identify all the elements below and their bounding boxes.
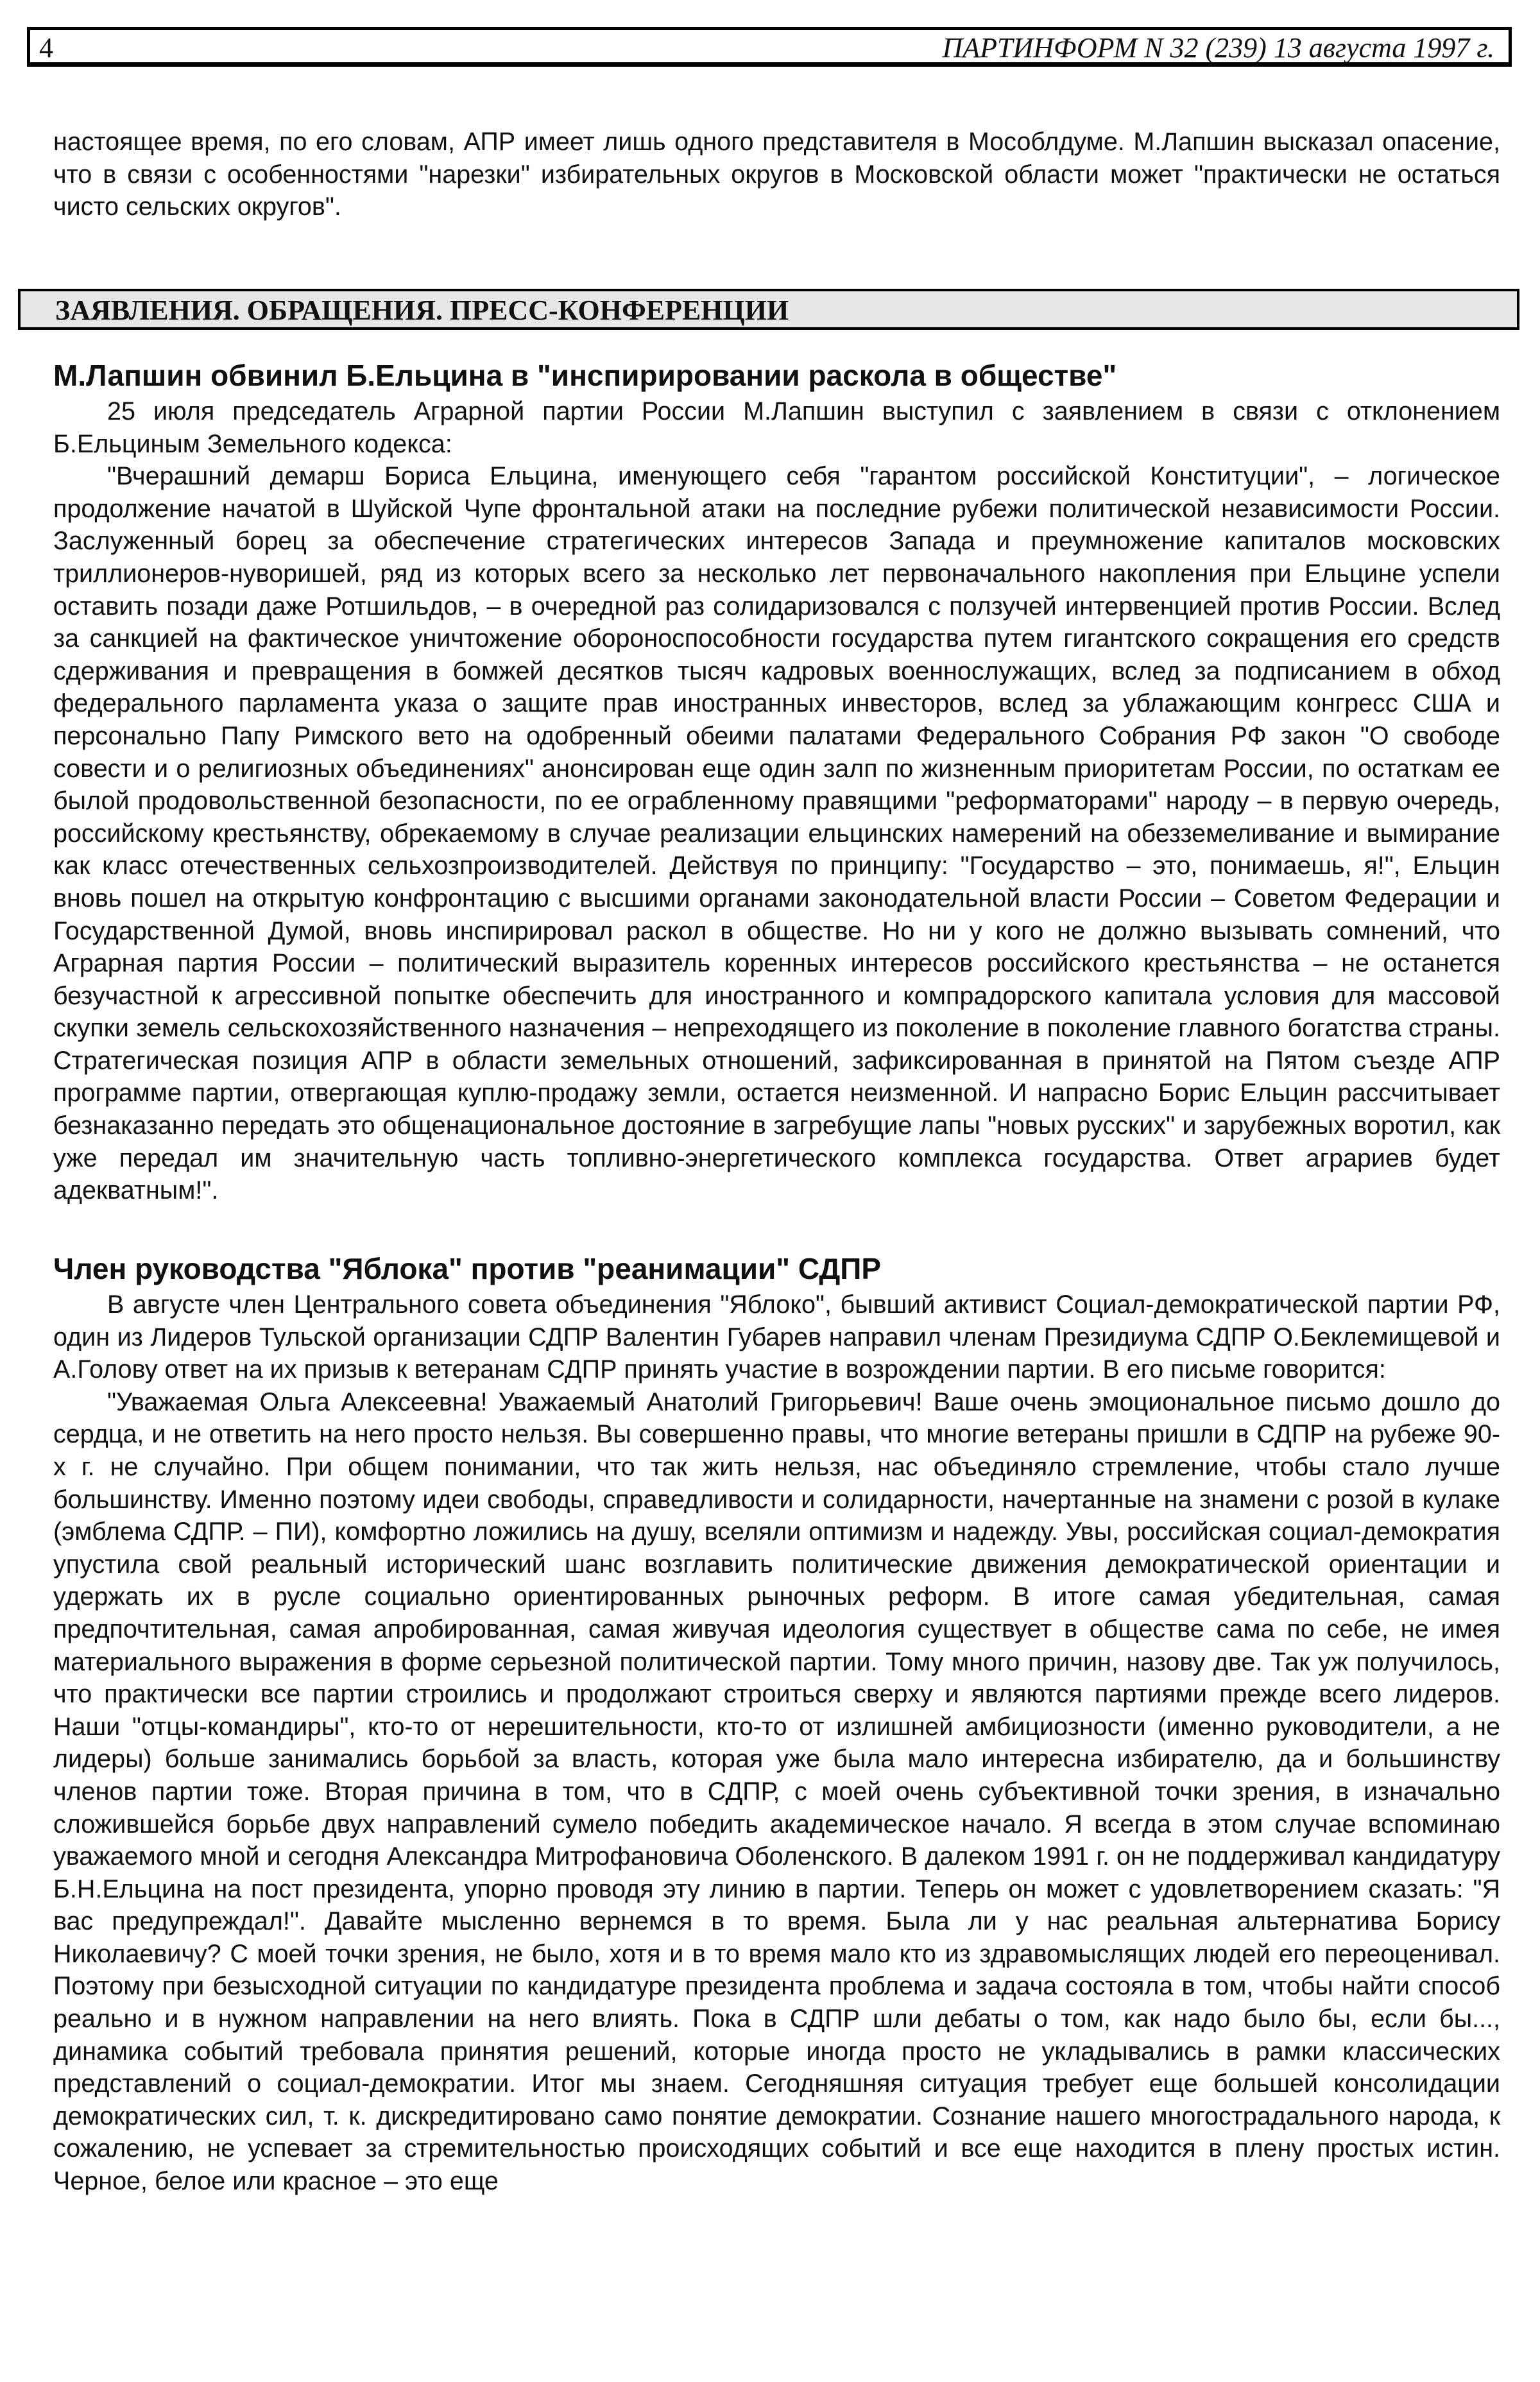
article-1-headline: М.Лапшин обвинил Б.Ельцина в "инспирировании раскола в обществе" [53, 359, 1117, 392]
article-1-body [53, 395, 1500, 1207]
article-1-paragraph-2: "Вчерашний демарш Бориса Ельцина, именующего себя "гарантом российской Конституции", – логическое продолжение начатой в Шуйской Чупе фронтальной атаки на последние рубежи политической независимости России. Заслуженный борец за обеспечение стратегических интересов Запада и преумножение капиталов московских триллионеров-нуворишей, ряд из которых всего за несколько лет первоначального накопления при Ельцине успели оставить позади даже Ротшильдов, – в очередной раз солидаризовался с ползучей интервенцией против России. Вслед за санкцией на фактическое уничтожение обороноспособности государства путем гигантского сокращения его средств сдерживания и превращения в бомжей десятков тысяч кадровых военнослужащих, вслед за подписанием в обход федерального парламента указа о защите прав иностранных инвесторов, вслед за ублажающим конгресс США и персонально Папу Римского вето на одобренный обеими палатами Федерального Собрания РФ закон "О свободе совести и о религиозных объединениях" анонсирован еще один залп по жизненным приоритетам России, по остаткам ее былой продовольственной безопасности, по ее ограбленному правящими "реформаторами" народу – в первую очередь, российскому крестьянству, обрекаемому в случае реализации ельцинских намерений на обезземеливание и вымирание как класс отечественных сельхозпроизводителей. Действуя по принципу: "Государство – это, понимаешь, я!", Ельцин вновь пошел на открытую конфронтацию с высшими органами законодательной власти России – Советом Федерации и Государственной Думой, вновь инспирировал раскол в обществе. Но ни у кого не должно вызывать сомнений, что Аграрная партия России – политический выразитель коренных интересов российского крестьянства – не останется безучастной к агрессивной попытке обеспечить для иностранного и компрадорского капитала условия для массовой скупки земель сельскохозяйственного назначения – непреходящего из поколение в поколение главного богатства страны. Стратегическая позиция АПР в области земельных отношений, зафиксированная в принятой на Пятом съезде АПР программе партии, отвергающая куплю-продажу земли, остается неизменной. И напрасно Борис Ельцин рассчитывает безнаказанно передать это общенациональное достояние в загребущие лапы "новых русских" и зарубежных воротил, как уже передал им значительную часть топливно-энергетического комплекса государства. Ответ аграриев будет адекватным!". [53, 462, 1500, 1205]
intro-paragraph-block [53, 126, 1500, 223]
article-1-paragraph-1: 25 июля председатель Аграрной партии России М.Лапшин выступил с заявлением в связи с отклонением Б.Ельциным Земельного кодекса: [53, 397, 1500, 458]
page-number: 4 [39, 32, 53, 64]
article-2-paragraph-2: "Уважаемая Ольга Алексеевна! Уважаемый Анатолий Григорьевич! Ваше очень эмоциональное письмо дошло до сердца, и не ответить на него просто нельзя. Вы совершенно правы, что многие ветераны пришли в СДПР на рубеже 90-х г. не случайно. При общем понимании, что так жить нельзя, нас объединяло стремление, чтобы стало лучше большинству. Именно поэтому идеи свободы, справедливости и солидарности, начертанные на знамени с розой в кулаке (эмблема СДПР. – ПИ), комфортно ложились на душу, вселяли оптимизм и надежду. Увы, российская социал-демократия упустила свой реальный исторический шанс возглавить политические движения демократической ориентации и удержать их в русле социально ориентированных рыночных реформ. В итоге самая убедительная, самая предпочтительная, самая апробированная, самая живучая идеология существует в обществе сама по себе, не имея материального выражения в форме серьезной политической партии. Тому много причин, назову две. Так уж получилось, что практически все партии строились и продолжают строиться сверху и являются партиями прежде всего лидеров. Наши "отцы-командиры", кто-то от нерешительности, кто-то от излишней амбициозности (именно руководители, а не лидеры) больше занимались борьбой за власть, которая уже была мало интересна избирателю, да и большинству членов партии тоже. Вторая причина в том, что в СДПР, с моей очень субъективной точки зрения, в изначально сложившейся борьбе двух направлений сумело победить академическое начало. Я всегда в этом случае вспоминаю уважаемого мной и сегодня Александра Митрофановича Оболенского. В далеком 1991 г. он не поддерживал кандидатуру Б.Н.Ельцина на пост президента, упорно проводя эту линию в партии. Теперь он может с удовлетворением сказать: "Я вас предупреждал!". Давайте мысленно вернемся в то время. Была ли у нас реальная альтернатива Борису Николаевичу? С моей точки зрения, не было, хотя и в то время мало кто из здравомыслящих людей его переоценивал. Поэтому при безысходной ситуации по кандидатуре президента проблема и задача состояла в том, чтобы найти способ реально и в нужном направлении на него влиять. Пока в СДПР шли дебаты о том, как надо было бы, если бы..., динамика событий требовала принятия решений, которые иногда просто не укладывались в рамки классических представлений о социал-демократии. Итог мы знаем. Сегодняшняя ситуация требует еще большей консолидации демократических сил, т. к. дискредитировано само понятие демократии. Сознание нашего многострадального народа, к сожалению, не успевает за стремительностью происходящих событий и все еще находится в плену простых истин. Черное, белое или красное – это еще [53, 1387, 1500, 2196]
section-title: ЗАЯВЛЕНИЯ. ОБРАЩЕНИЯ. ПРЕСС-КОНФЕРЕНЦИИ [55, 295, 789, 326]
article-2-body [53, 1289, 1500, 2198]
article-2-headline: Член руководства "Яблока" против "реанимации" СДПР [53, 1252, 882, 1285]
issue-title: ПАРТИНФОРМ N 32 (239) 13 августа 1997 г. [942, 32, 1494, 64]
section-banner [18, 289, 1519, 330]
intro-paragraph: настоящее время, по его словам, АПР имеет лишь одного представителя в Мособлдуме. М.Лапшин высказал опасение, что в связи с особенностями "нарезки" избирательных округов в Московской области может "практически не остаться чисто сельских округов". [53, 128, 1500, 221]
article-2-paragraph-1: В августе член Центрального совета объединения "Яблоко", бывший активист Социал-демократической партии РФ, один из Лидеров Тульской организации СДПР Валентин Губарев направил членам Президиума СДПР О.Беклемищевой и А.Голову ответ на их призыв к ветеранам СДПР принять участие в возрождении партии. В его письме говорится: [53, 1290, 1500, 1384]
page-header [27, 27, 1512, 67]
